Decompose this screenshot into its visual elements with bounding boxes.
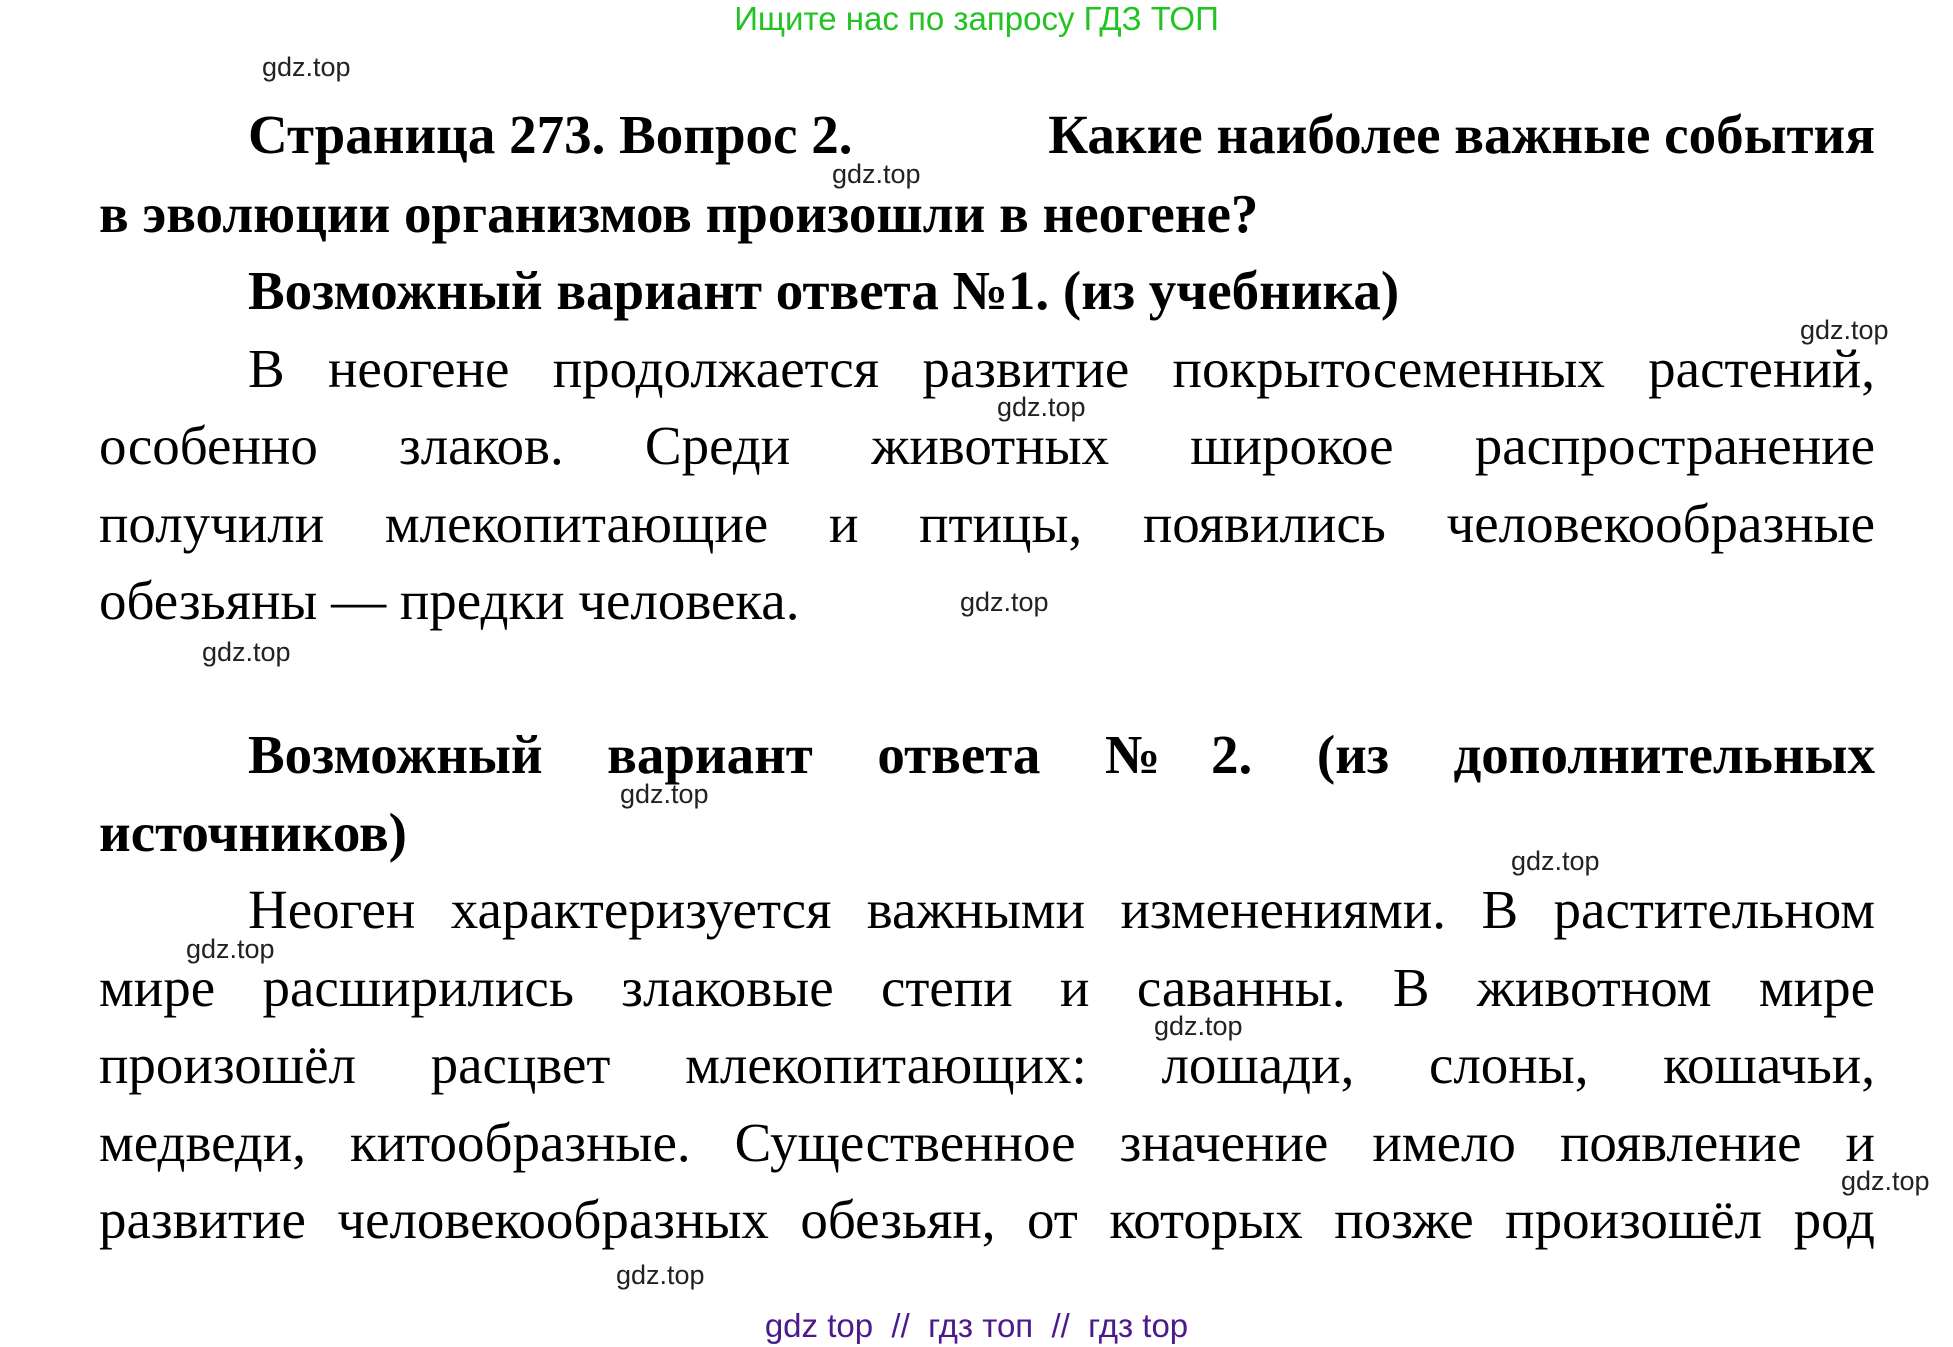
watermark: gdz.top	[620, 779, 709, 809]
footer-watermark	[0, 1306, 1953, 1346]
answer1-line: получили млекопитающие и птицы, появились человекообразные	[99, 493, 1875, 554]
watermark: gdz.top	[1800, 315, 1889, 345]
answer1-line: особенно злаков. Среди животных широкое распространение	[99, 415, 1875, 476]
search-banner: Ищите нас по запросу ГДЗ ТОП	[734, 0, 1219, 37]
answer2-line: медведи, китообразные. Существенное значение имело появление и	[99, 1112, 1875, 1173]
question-number: Страница 273. Вопрос 2.	[248, 104, 853, 165]
answer1-line: обезьяны — предки человека.	[99, 570, 800, 631]
answer2-line: Неоген характеризуется важными изменениями. В растительном	[248, 879, 1875, 940]
watermark: gdz.top	[997, 392, 1086, 422]
answer1-line: В неогене продолжается развитие покрытосеменных растений,	[248, 338, 1875, 399]
answer2-heading: Возможный вариант ответа №2. (из дополнительных	[248, 724, 1875, 785]
answer2-heading-cont: источников)	[99, 802, 407, 863]
answer1-heading: Возможный вариант ответа №1. (из учебника)	[248, 260, 1400, 321]
watermark: gdz.top	[1154, 1011, 1243, 1041]
watermark: gdz.top	[1841, 1166, 1930, 1196]
answer2-line: произошёл расцвет млекопитающих: лошади, слоны, кошачьи,	[99, 1034, 1875, 1095]
answer2-line: мире расширились злаковые степи и саванны. В животном мире	[99, 957, 1875, 1018]
watermark: gdz.top	[202, 637, 291, 667]
question-text-start: Какие наиболее важные события	[1048, 104, 1875, 165]
footer-text: gdz top // гдз топ // гдз top	[764, 1307, 1189, 1344]
watermark: gdz.top	[960, 587, 1049, 617]
watermark: gdz.top	[1511, 846, 1600, 876]
question-line-1	[248, 104, 1875, 165]
watermark: gdz.top	[832, 159, 921, 189]
watermark: gdz.top	[262, 52, 351, 82]
watermark: gdz.top	[616, 1260, 705, 1290]
watermark: gdz.top	[186, 934, 275, 964]
answer2-line: развитие человекообразных обезьян, от которых позже произошёл род	[99, 1189, 1875, 1250]
question-line-2: в эволюции организмов произошли в неогене?	[99, 183, 1259, 244]
